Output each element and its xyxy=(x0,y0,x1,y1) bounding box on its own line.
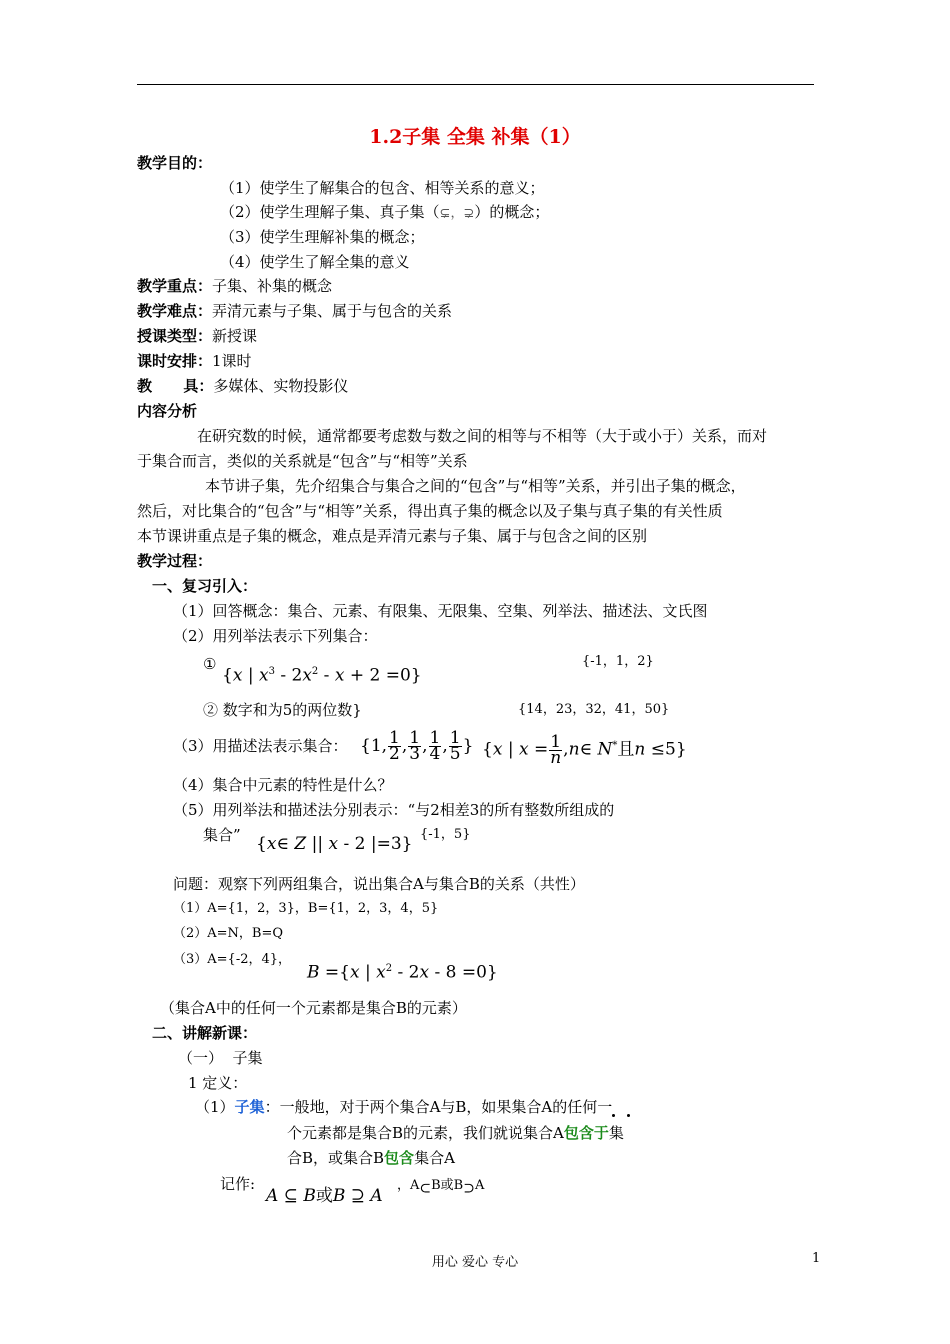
goal-item-3: （3）使学生理解补集的概念； xyxy=(220,228,425,246)
hours-row xyxy=(137,351,252,371)
analysis-p3: 本节课讲重点是子集的概念，难点是弄清元素与子集、属于与包含之间的区别 xyxy=(137,527,648,545)
goal-item-4: （4）使学生了解全集的意义 xyxy=(220,253,410,271)
analysis-p2-line2: 然后，对比集合的“包含”与“相等”关系，得出真子集的概念以及子集与真子集的有关性质 xyxy=(137,502,723,520)
review-4: （4）集合中元素的特性是什么？ xyxy=(173,776,393,794)
review-2b: ② 数字和为5的两位数} xyxy=(203,701,362,719)
header-rule xyxy=(137,84,814,85)
analysis-p1-line1: 在研究数的时候，通常都要考虑数与数之间的相等与不相等（大于或小于）关系，而对 xyxy=(197,427,768,445)
page-title: 1.2子集 全集 补集（1） xyxy=(369,126,581,148)
equation-cubic: {x | $x^3 - 2x^2 - x + 2 =0$} xyxy=(222,665,422,686)
focus-label: 教学重点： xyxy=(137,277,213,295)
emphasis-dot-2 xyxy=(627,1114,630,1117)
type-label: 授课类型： xyxy=(137,327,213,345)
type-row xyxy=(137,326,257,346)
definition-line2 xyxy=(287,1123,624,1143)
subsection-subset: （一） 子集 xyxy=(178,1049,263,1067)
difficulty-label: 教学难点： xyxy=(137,302,213,320)
section-new-lesson: 二、讲解新课： xyxy=(152,1024,258,1042)
focus-value: 子集、补集的概念 xyxy=(212,277,333,295)
hours-label: 课时安排： xyxy=(137,352,213,370)
definition-number: （1） xyxy=(195,1098,235,1116)
term-contains: 包含 xyxy=(384,1149,415,1167)
question-2: （2）A=N，B=Q xyxy=(173,926,284,941)
equation-notation: A ⊆ B或B ⊇ A xyxy=(266,1186,383,1206)
definition-text-3: 合B，或集合B xyxy=(287,1149,385,1167)
equation-quadratic: B ={x | $x^2 - 2x - 8 =0$} xyxy=(307,962,498,983)
hours-value: 1课时 xyxy=(212,352,252,370)
definition-line1 xyxy=(195,1097,612,1117)
analysis-heading: 内容分析 xyxy=(137,402,198,420)
record-label: 记作: xyxy=(220,1175,256,1193)
definition-line3 xyxy=(287,1148,455,1168)
observation-note: （集合A中的任何一个元素都是集合B的元素） xyxy=(160,999,467,1017)
equation-abs: {x∈ Z || x - 2 |=3} xyxy=(256,834,413,854)
emphasis-dot-1 xyxy=(612,1114,615,1117)
definition-text-1: ：一般地，对于两个集合A与B，如果集合A的任何一 xyxy=(264,1098,613,1116)
review-2: （2）用列举法表示下列集合： xyxy=(173,627,378,645)
proper-subset-symbols: ⊊，⊋ xyxy=(439,206,475,221)
analysis-p1-line2: 于集合而言，类似的关系就是“包含”与“相等”关系 xyxy=(137,452,468,470)
review-5-line2: 集合” xyxy=(203,826,241,844)
definition-label: 1 定义： xyxy=(188,1074,248,1092)
tools-label: 教 具： xyxy=(137,377,214,395)
tools-row xyxy=(137,376,348,396)
record-alt: ，$A_\subset B$或$B_⊃A$ xyxy=(397,1178,485,1197)
record-alt-a: ，A xyxy=(397,1178,420,1193)
goal-item-2-text: （2）使学生理解子集、真子集（ xyxy=(220,203,440,221)
goals-heading: 教学目的： xyxy=(137,154,213,172)
term-subset: 子集 xyxy=(234,1098,265,1116)
review-2a-answer: {-1，1，2} xyxy=(582,654,654,669)
record-alt-end: A xyxy=(474,1178,485,1193)
difficulty-value: 弄清元素与子集、属于与包含的关系 xyxy=(212,302,453,320)
difficulty-row xyxy=(137,301,452,321)
tools-value: 多媒体、实物投影仪 xyxy=(213,377,349,395)
footer-text: 用心 爱心 专心 xyxy=(431,1255,519,1270)
goal-item-1: （1）使学生了解集合的包含、相等关系的意义； xyxy=(220,179,545,197)
definition-text-3b: 集合A xyxy=(414,1149,455,1167)
goal-item-2-tail: ）的概念； xyxy=(474,203,550,221)
analysis-p2-line1: 本节讲子集，先介绍集合与集合之间的“包含”与“相等”关系，并引出子集的概念， xyxy=(205,477,746,495)
goal-item-2 xyxy=(220,202,549,224)
review-5-line1: （5）用列举法和描述法分别表示：“与2相差3的所有整数所组成的 xyxy=(173,801,615,819)
section-review: 一、复习引入： xyxy=(152,577,258,595)
definition-text-2b: 集 xyxy=(608,1124,624,1142)
review-5-answer: {-1，5} xyxy=(420,827,471,842)
question-1: （1）A={1，2，3}，B={1，2，3，4，5} xyxy=(173,901,439,916)
type-value: 新授课 xyxy=(212,327,258,345)
page-number: 1 xyxy=(812,1251,821,1266)
process-heading: 教学过程： xyxy=(137,552,213,570)
equation-fractions: {1, $\frac{1}{2}$ , $\frac{1}{3}$ , $\frac{1}{4}$ , $\frac{1}{5}$ } xyxy=(360,728,474,764)
record-alt-b: B或B xyxy=(431,1178,464,1193)
focus-row xyxy=(137,276,332,296)
review-2a xyxy=(203,654,216,674)
term-contained-in: 包含于 xyxy=(563,1124,609,1142)
circled-1: ① xyxy=(203,655,217,673)
question: 问题：观察下列两组集合，说出集合A与集合B的关系（共性） xyxy=(173,875,585,893)
question-3: （3）A={-2，4}， xyxy=(173,952,292,967)
definition-text-2: 个元素都是集合B的元素，我们就说集合A xyxy=(287,1124,564,1142)
review-3: （3）用描述法表示集合： xyxy=(173,737,348,755)
review-1: （1）回答概念：集合、元素、有限集、无限集、空集、列举法、描述法、文氏图 xyxy=(173,602,708,620)
equation-description: {x | x = $\frac{1}{n}$ ,n∈ N*且n ≤5} xyxy=(482,731,687,768)
review-2b-answer: {14，23，32，41，50} xyxy=(518,702,670,717)
